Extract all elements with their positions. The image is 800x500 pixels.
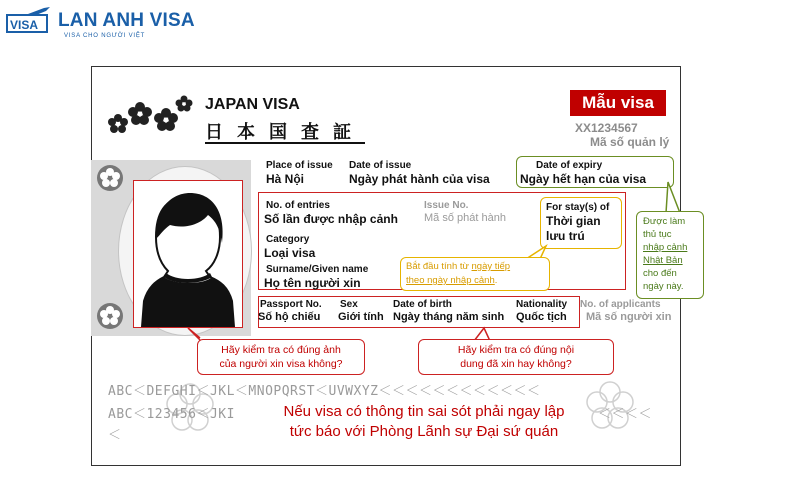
mrz-line-2-start: ABC＜123456＜JKI bbox=[108, 407, 235, 422]
content-check-note-line: dung đã xin hay không? bbox=[460, 358, 572, 370]
place-of-issue-value: Hà Nội bbox=[266, 172, 305, 186]
brand-logo-icon bbox=[6, 6, 52, 34]
visa-title-en: JAPAN VISA bbox=[205, 96, 300, 113]
expiry-note-line: Nhật Bản bbox=[643, 255, 683, 266]
passport-value: Số hộ chiếu bbox=[258, 311, 321, 323]
expiry-note-line: Được làm bbox=[643, 216, 686, 227]
content-check-note bbox=[418, 339, 614, 375]
brand-name: LAN ANH VISA bbox=[58, 10, 195, 31]
expiry-note-line: nhập cảnh bbox=[643, 242, 688, 253]
photo-check-note bbox=[197, 339, 365, 375]
date-of-issue-label: Date of issue bbox=[349, 160, 412, 171]
category-value: Loại visa bbox=[264, 246, 316, 260]
brand-tagline: VISA CHO NGƯỜI VIỆT bbox=[64, 33, 146, 39]
dob-value: Ngày tháng năm sinh bbox=[393, 311, 505, 323]
stay-value-line2: lưu trú bbox=[546, 229, 585, 243]
stay-note-link: ngày tiếp bbox=[471, 261, 511, 272]
stay-note-text: . bbox=[494, 275, 498, 286]
stay-note bbox=[400, 257, 550, 291]
sakura-badge-top-icon bbox=[96, 164, 124, 192]
warning-line: tức báo với Phòng Lãnh sự Đại sứ quán bbox=[289, 423, 559, 440]
error-warning-text bbox=[258, 402, 590, 442]
date-of-expiry-label: Date of expiry bbox=[536, 160, 603, 171]
mrz-line-3: ＜ bbox=[108, 428, 122, 443]
stay-note-text: Bắt đầu tính từ bbox=[406, 261, 472, 272]
sex-value: Giới tính bbox=[338, 311, 384, 323]
applicants-value: Mã số người xin bbox=[586, 311, 672, 323]
visa-title-jp: 日本国査証 bbox=[205, 122, 365, 142]
manage-number: XX1234567 bbox=[575, 121, 638, 135]
sample-visa-badge: Mẫu visa bbox=[570, 90, 666, 116]
svg-text:VISA: VISA bbox=[10, 18, 39, 32]
nationality-label: Nationality bbox=[516, 299, 568, 310]
content-check-note-line: Hãy kiểm tra có đúng nội bbox=[457, 344, 575, 356]
category-label: Category bbox=[266, 234, 310, 245]
issue-no-value: Mã số phát hành bbox=[424, 212, 506, 224]
photo-check-note-line: Hãy kiểm tra có đúng ảnh bbox=[221, 344, 341, 356]
warning-line: Nếu visa có thông tin sai sót phải ngay lập bbox=[283, 403, 565, 420]
sex-label: Sex bbox=[340, 299, 358, 310]
sakura-badge-bottom-icon bbox=[96, 302, 124, 330]
expiry-note bbox=[636, 211, 704, 299]
title-underline bbox=[205, 142, 365, 144]
date-of-issue-value: Ngày phát hành của visa bbox=[349, 172, 490, 186]
green-note-pointer bbox=[664, 180, 684, 214]
stay-label: For stay(s) of bbox=[546, 202, 610, 213]
issue-no-label: Issue No. bbox=[424, 200, 469, 211]
person-silhouette-icon bbox=[134, 181, 242, 327]
expiry-note-line: ngày này. bbox=[643, 281, 684, 292]
applicants-label: No. of applicants bbox=[580, 299, 661, 310]
name-value: Họ tên người xin bbox=[264, 276, 361, 290]
mrz-line-1: ABC＜DEFGHI＜JKL＜MNOPQRST＜UVWXYZ＜＜＜＜＜＜＜＜＜＜＜＜ bbox=[108, 384, 541, 399]
entries-value: Số lần được nhập cảnh bbox=[264, 212, 398, 226]
mrz-line-2-end: ＜＜＜＜ bbox=[598, 407, 653, 422]
photo-check-note-line: của người xin visa không? bbox=[219, 358, 343, 370]
dob-label: Date of birth bbox=[393, 299, 452, 310]
expiry-note-line: thủ tục bbox=[643, 229, 672, 240]
date-of-expiry-value: Ngày hết hạn của visa bbox=[520, 172, 647, 186]
stay-note-link: theo ngày nhập cảnh bbox=[406, 275, 495, 286]
applicant-photo bbox=[133, 180, 243, 328]
passport-label: Passport No. bbox=[260, 299, 322, 310]
place-of-issue-label: Place of issue bbox=[266, 160, 333, 171]
expiry-note-line: cho đến bbox=[643, 268, 677, 279]
sakura-cluster-icon bbox=[104, 94, 194, 140]
manage-number-label: Mã số quản lý bbox=[590, 135, 670, 149]
name-label: Surname/Given name bbox=[266, 264, 369, 275]
entries-label: No. of entries bbox=[266, 200, 330, 211]
stay-value-line1: Thời gian bbox=[546, 214, 601, 228]
nationality-value: Quốc tịch bbox=[516, 311, 567, 323]
